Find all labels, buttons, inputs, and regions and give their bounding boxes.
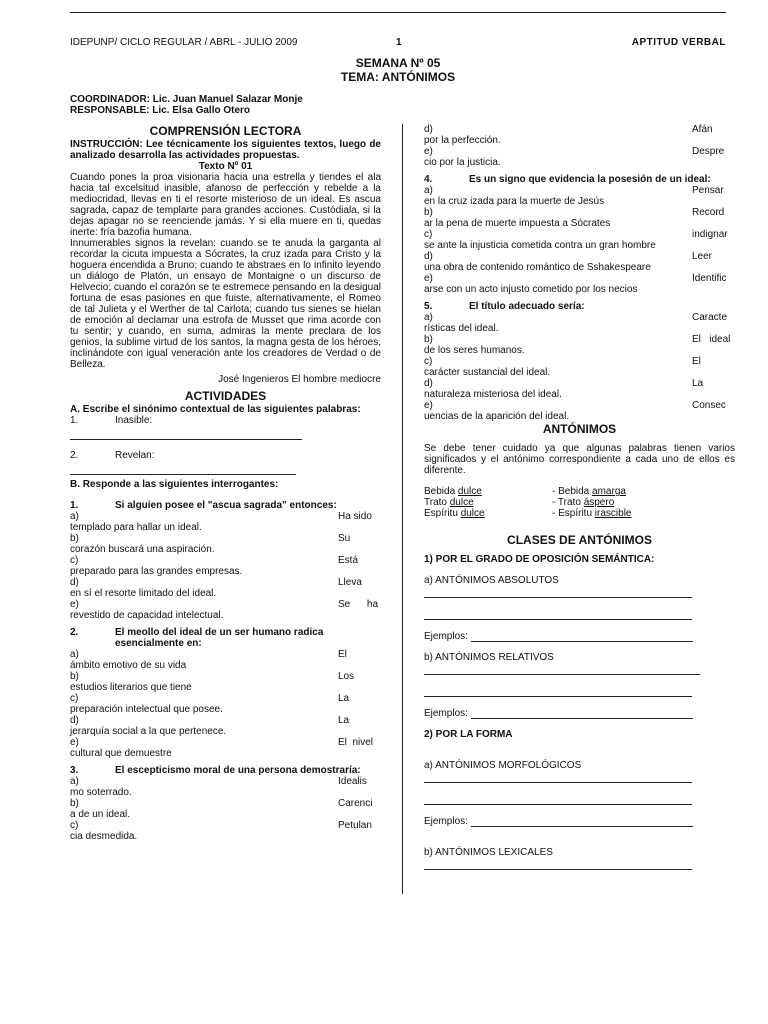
option-row[interactable] <box>424 185 735 196</box>
option-continuation: cia desmedida. <box>70 831 138 842</box>
examples-line[interactable] <box>471 630 693 642</box>
question-stem <box>424 301 735 312</box>
example-antonym-underlined: amarga <box>592 486 626 497</box>
responsible: RESPONSABLE: Lic. Elsa Gallo Otero <box>70 105 251 116</box>
coordinator: COORDINADOR: Lic. Juan Manuel Salazar Monje <box>70 94 303 105</box>
option-row[interactable] <box>424 312 735 323</box>
antonym-example-left <box>424 497 552 508</box>
option-row[interactable] <box>70 671 381 682</box>
option-letter: e) <box>424 400 433 411</box>
option-row[interactable] <box>70 693 381 704</box>
option-continuation: estudios literarios que tiene <box>70 682 192 693</box>
option-row[interactable] <box>70 555 381 566</box>
answer-line[interactable] <box>424 771 692 783</box>
a-item-word: Revelan: <box>115 450 155 461</box>
option-row[interactable] <box>424 400 735 411</box>
option-continuation: una obra de contenido romántico de Sshakespeare <box>424 262 651 273</box>
antonym-examples <box>424 486 735 519</box>
antonym-example-left <box>424 486 552 497</box>
option-first-word: Idealis <box>338 776 367 787</box>
answer-line[interactable] <box>424 685 692 697</box>
question-stem <box>70 627 381 649</box>
option-letter: a) <box>424 185 433 196</box>
option-letter: c) <box>70 555 79 566</box>
question-number: 3. <box>70 765 79 776</box>
lexical-antonyms-label: b) ANTÓNIMOS LEXICALES <box>424 847 553 858</box>
antonym-example-right <box>552 486 626 497</box>
option-letter: b) <box>70 671 79 682</box>
option-row[interactable] <box>70 820 381 831</box>
question-number: 4. <box>424 174 433 185</box>
instruction: INSTRUCCIÓN: Lee técnicamente los siguientes textos, luego de analizado desarrolla las actividades propuestas. <box>70 139 381 161</box>
question-stem <box>70 500 381 511</box>
option-first-word: Su <box>338 533 351 544</box>
example-word-underlined: dulce <box>460 508 485 519</box>
option-continuation: preparado para las grandes empresas. <box>70 566 243 577</box>
answer-line[interactable] <box>424 793 692 805</box>
option-continuation: cultural que demuestre <box>70 748 172 759</box>
question-stem <box>70 765 381 776</box>
week-title: SEMANA Nº 05 <box>355 56 441 70</box>
examples-line[interactable] <box>471 707 693 719</box>
example-antonym-underlined: áspero <box>583 497 615 508</box>
option-first-word: Carenci <box>338 798 373 809</box>
header-course: IDEPUNP/ CICLO REGULAR / ABRL - JULIO 2009 <box>70 37 298 48</box>
option-row[interactable] <box>70 649 381 660</box>
question-block <box>70 627 381 759</box>
option-letter: b) <box>70 533 79 544</box>
section-b-title: B. Responde a las siguientes interrogantes: <box>70 479 279 490</box>
a-item-word: Inasible: <box>115 415 153 426</box>
answer-line[interactable] <box>424 586 692 598</box>
question-number: 1. <box>70 500 79 511</box>
option-first-word: Identific <box>692 273 727 284</box>
option-first-word: La <box>338 693 350 704</box>
option-row[interactable] <box>70 577 381 588</box>
question-stem <box>424 174 735 185</box>
option-first-word: El ideal <box>692 334 731 345</box>
antonym-example-left <box>424 508 552 519</box>
option-first-word: Caracte <box>692 312 728 323</box>
option-continuation: revestido de capacidad intelectual. <box>70 610 224 621</box>
option-letter: e) <box>70 599 79 610</box>
option-first-word: Lleva <box>338 577 362 588</box>
example-antonym-underlined: irascible <box>594 508 632 519</box>
answer-blank-2[interactable] <box>70 463 296 475</box>
section-2-title: 2) POR LA FORMA <box>424 729 513 740</box>
a-item-1 <box>70 415 381 426</box>
example-word-prefix: Bebida <box>424 486 458 497</box>
example-word-prefix: Trato <box>424 497 450 508</box>
option-row[interactable] <box>424 251 735 262</box>
option-continuation: rísticas del ideal. <box>424 323 499 334</box>
question-text: El escepticismo moral de una persona demostraría: <box>115 765 361 776</box>
page-header <box>70 37 726 49</box>
option-row[interactable] <box>70 798 381 809</box>
option-first-word: Leer <box>692 251 713 262</box>
antonym-example-row <box>424 497 735 508</box>
column-divider <box>402 124 403 894</box>
option-letter: e) <box>424 273 433 284</box>
option-first-word: La <box>338 715 350 726</box>
option-continuation: se ante la injusticia cometida contra un gran hombre <box>424 240 656 251</box>
question-block <box>70 765 381 842</box>
option-letter: d) <box>424 378 433 389</box>
question-block <box>70 500 381 621</box>
option-continuation: corazón buscará una aspiración. <box>70 544 215 555</box>
examples-row <box>424 630 735 642</box>
question-number: 2. <box>70 627 79 638</box>
question-text: El título adecuado sería: <box>469 301 585 312</box>
option-row[interactable] <box>424 124 735 135</box>
question-text: Si alguien posee el "ascua sagrada" entonces: <box>115 500 337 511</box>
antonym-example-row <box>424 486 735 497</box>
left-column <box>70 124 381 842</box>
example-antonym-prefix: - Espíritu <box>552 508 595 519</box>
question-block <box>424 174 735 295</box>
activities-heading: ACTIVIDADES <box>184 389 267 403</box>
antonyms-heading: ANTÓNIMOS <box>542 422 617 436</box>
option-letter: b) <box>424 207 433 218</box>
option-row[interactable] <box>424 229 735 240</box>
question-text: Es un signo que evidencia la posesión de un ideal: <box>469 174 711 185</box>
option-letter: c) <box>70 820 79 831</box>
answer-line[interactable] <box>424 608 692 620</box>
option-continuation: en la cruz izada para la muerte de Jesús <box>424 196 605 207</box>
reading-heading: COMPRENSIÓN LECTORA <box>149 124 302 138</box>
question-number: 5. <box>424 301 433 312</box>
classes-heading: CLASES DE ANTÓNIMOS <box>507 533 652 547</box>
option-letter: a) <box>70 649 79 660</box>
option-continuation: a de un ideal. <box>70 809 131 820</box>
option-first-word: Consec <box>692 400 726 411</box>
antonym-example-right <box>552 508 631 519</box>
option-row[interactable] <box>70 599 381 610</box>
option-continuation: carácter sustancial del ideal. <box>424 367 551 378</box>
option-first-word: El <box>692 356 701 367</box>
option-continuation: jerarquía social a la que pertenece. <box>70 726 227 737</box>
top-rule <box>70 12 726 13</box>
option-letter: b) <box>70 798 79 809</box>
option-continuation: cio por la justicia. <box>424 157 501 168</box>
a-item-number: 2. <box>70 450 79 461</box>
example-antonym-prefix: - Trato <box>552 497 584 508</box>
antonym-example-row <box>424 508 735 519</box>
examples-line[interactable] <box>471 815 693 827</box>
absolute-antonyms-label: a) ANTÓNIMOS ABSOLUTOS <box>424 575 559 586</box>
example-word-underlined: dulce <box>457 486 482 497</box>
question-text: El meollo del ideal de un ser humano radica esencialmente en: <box>115 627 324 649</box>
option-continuation: de los seres humanos. <box>424 345 525 356</box>
option-continuation: arse con un acto injusto cometido por los necios <box>424 284 638 295</box>
reading-paragraph-2: Innumerables signos la revelan: cuando se te anuda la garganta al recordar la cicuta impuesta a Sócrates, la cruz izada para Cristo y la hoguera encendida a Bruno; cuando te abstraes en lo infinito leyendo un diálogo de Platón, un ensayo de Montaigne o un discurso de Helvecio; cuando el corazón se te estremece pensando en la desigual fortuna de esas pasiones en que fuiste, alternativamente, el Romeo de tal Julieta y el Werther de tal Carlota; cuando tus sienes se hielan de emoción al declamar una estrofa de Musset que rima acorde con tu sentir; y cuando, en suma, admiras la mente preclara de los genios, la sublime virtud de los santos, la magna gesta de los héroes, inclinándote con igual veneración ante los creadores de Verdad o de Belleza. <box>70 238 381 370</box>
option-first-word: El nivel <box>338 737 374 748</box>
option-row[interactable] <box>424 334 735 345</box>
option-letter: e) <box>70 737 79 748</box>
option-row[interactable] <box>70 776 381 787</box>
section-a-title: A. Escribe el sinónimo contextual de las siguientes palabras: <box>70 404 361 415</box>
examples-row <box>424 707 735 719</box>
option-first-word: Afán <box>692 124 713 135</box>
example-word-underlined: dulce <box>449 497 474 508</box>
answer-line[interactable] <box>424 858 692 870</box>
option-first-word: Record <box>692 207 725 218</box>
option-first-word: Despre <box>692 146 725 157</box>
option-first-word: Se ha <box>338 599 379 610</box>
option-letter: d) <box>424 251 433 262</box>
option-row[interactable] <box>70 511 381 522</box>
option-first-word: El <box>338 649 347 660</box>
option-first-word: Pensar <box>692 185 724 196</box>
option-row[interactable] <box>424 356 735 367</box>
reading-paragraph-1: Cuando pones la proa visionaria hacia una estrella y tiendes el ala hacia tal excelsitud inasible, afanoso de perfección y rebelde a la mediocridad, llevas en ti el resorte misterioso de un ideal. Es ascua sagrada, capaz de templarte para grandes acciones. Custódiala, si la dejas apagar no se reenciende jamás. Y si ella muere en ti, quedas inerte: fría bazofia humana. <box>70 172 381 238</box>
option-first-word: La <box>692 378 704 389</box>
examples-label: Ejemplos: <box>424 708 468 719</box>
option-first-word: Ha sido <box>338 511 372 522</box>
answer-blank-1[interactable] <box>70 428 302 440</box>
option-continuation: por la perfección. <box>424 135 501 146</box>
option-continuation: mo soterrado. <box>70 787 132 798</box>
examples-label: Ejemplos: <box>424 631 468 642</box>
option-letter: a) <box>424 312 433 323</box>
examples-label: Ejemplos: <box>424 816 468 827</box>
option-row[interactable] <box>424 378 735 389</box>
section-1-title: 1) POR EL GRADO DE OPOSICIÓN SEMÁNTICA: <box>424 554 655 565</box>
option-continuation: ar la pena de muerte impuesta a Sócrates <box>424 218 611 229</box>
option-letter: d) <box>70 715 79 726</box>
header-subject: APTITUD VERBAL <box>631 37 726 48</box>
a-item-2 <box>70 450 381 461</box>
option-first-word: indignar <box>692 229 728 240</box>
option-letter: a) <box>70 511 79 522</box>
option-letter: d) <box>424 124 433 135</box>
option-row[interactable] <box>70 737 381 748</box>
option-continuation: en sí el resorte limitado del ideal. <box>70 588 217 599</box>
option-continuation: ámbito emotivo de su vida <box>70 660 187 671</box>
option-first-word: Está <box>338 555 359 566</box>
option-row[interactable] <box>70 715 381 726</box>
right-column <box>424 124 735 870</box>
reading-author: José Ingenieros El hombre mediocre <box>218 374 381 385</box>
page-number: 1 <box>396 37 402 48</box>
option-first-word: Petulan <box>338 820 372 831</box>
answer-line[interactable] <box>424 663 700 675</box>
relative-antonyms-label: b) ANTÓNIMOS RELATIVOS <box>424 652 554 663</box>
examples-row <box>424 815 735 827</box>
option-row[interactable] <box>424 146 735 157</box>
antonyms-intro: Se debe tener cuidado ya que algunas palabras tienen varios significados y el antónimo correspondiente a cada uno de ellos es diferente. <box>424 443 735 476</box>
option-row[interactable] <box>70 533 381 544</box>
option-letter: c) <box>424 229 433 240</box>
antonym-example-right <box>552 497 614 508</box>
question-block <box>424 301 735 422</box>
text-title: Texto Nº 01 <box>198 161 253 172</box>
option-row[interactable] <box>424 273 735 284</box>
option-letter: e) <box>424 146 433 157</box>
continued-options <box>424 124 735 168</box>
option-row[interactable] <box>424 207 735 218</box>
option-letter: d) <box>70 577 79 588</box>
example-word-prefix: Espíritu <box>424 508 461 519</box>
option-continuation: templado para hallar un ideal. <box>70 522 202 533</box>
option-continuation: preparación intelectual que posee. <box>70 704 223 715</box>
option-continuation: naturaleza misteriosa del ideal. <box>424 389 562 400</box>
option-letter: a) <box>70 776 79 787</box>
option-letter: c) <box>424 356 433 367</box>
option-continuation: uencias de la aparición del ideal. <box>424 411 570 422</box>
example-antonym-prefix: - Bebida <box>552 486 593 497</box>
a-item-number: 1. <box>70 415 79 426</box>
option-letter: c) <box>70 693 79 704</box>
morphological-antonyms-label: a) ANTÓNIMOS MORFOLÓGICOS <box>424 760 582 771</box>
topic-title: TEMA: ANTÓNIMOS <box>340 70 456 84</box>
option-letter: b) <box>424 334 433 345</box>
option-first-word: Los <box>338 671 355 682</box>
